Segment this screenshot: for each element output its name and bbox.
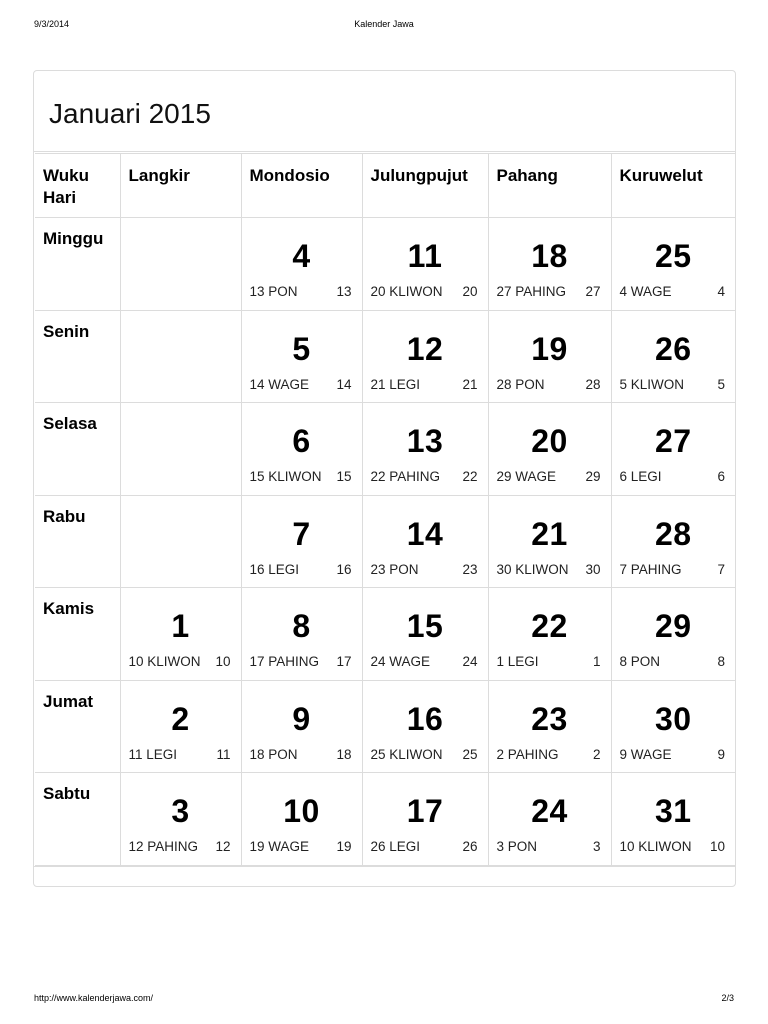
calendar-card xyxy=(33,70,736,887)
day-cell xyxy=(241,218,362,311)
pasaran-label: 7 PAHING xyxy=(619,561,682,577)
table-row xyxy=(35,495,735,588)
date-number: 2 xyxy=(171,700,190,737)
day-cell xyxy=(488,310,611,403)
pasaran-label: 2 PAHING xyxy=(496,746,559,762)
pasaran-label: 6 LEGI xyxy=(619,469,662,484)
pasaran-label: 28 PON xyxy=(496,376,545,392)
day-cell-content xyxy=(489,588,611,680)
pasaran-label: 21 LEGI xyxy=(370,376,421,392)
day-cell xyxy=(120,403,241,496)
header-mondosio: Mondosio xyxy=(241,154,362,218)
day-cell-content xyxy=(242,588,362,680)
day-cell-content xyxy=(612,311,736,403)
day-cell-content xyxy=(489,773,611,865)
day-cell-content xyxy=(242,218,362,310)
pasaran-label: 17 PAHING xyxy=(249,654,320,669)
javanese-date: 24 xyxy=(462,654,478,669)
pasaran-label: 24 WAGE xyxy=(370,654,431,669)
day-cell-content xyxy=(363,773,488,865)
day-cell-content xyxy=(489,496,611,588)
day-cell-content xyxy=(612,681,736,773)
day-cell xyxy=(488,773,611,866)
day-cell-content xyxy=(363,588,488,680)
print-header xyxy=(34,19,734,33)
day-cell-content xyxy=(612,496,736,588)
calendar-header-row xyxy=(35,154,735,218)
table-row xyxy=(35,773,735,866)
pasaran-label: 13 PON xyxy=(249,284,298,299)
pasaran-label: 15 KLIWON xyxy=(249,469,322,484)
day-cell xyxy=(362,495,488,588)
day-cell-content xyxy=(363,496,488,588)
javanese-date: 17 xyxy=(336,654,352,669)
day-cell xyxy=(611,310,735,403)
day-cell xyxy=(241,310,362,403)
javanese-date: 5 xyxy=(717,376,725,392)
date-number: 5 xyxy=(292,330,311,367)
footer-url: http://www.kalenderjawa.com/ xyxy=(34,993,154,1003)
pasaran-label: 25 KLIWON xyxy=(370,746,443,762)
date-number: 18 xyxy=(531,238,568,274)
day-cell-content xyxy=(121,773,241,865)
day-cell xyxy=(362,310,488,403)
day-cell-content xyxy=(489,681,611,773)
javanese-date: 18 xyxy=(336,746,352,762)
weekday-label: Rabu xyxy=(35,495,120,588)
javanese-date: 20 xyxy=(462,284,478,299)
date-number: 31 xyxy=(654,793,692,829)
table-row xyxy=(35,310,735,403)
day-cell xyxy=(120,680,241,773)
pasaran-label: 11 LEGI xyxy=(128,746,178,762)
javanese-date: 21 xyxy=(462,376,478,392)
day-cell xyxy=(611,403,735,496)
weekday-label: Kamis xyxy=(35,588,120,681)
date-number: 24 xyxy=(531,793,568,829)
pasaran-label: 18 PON xyxy=(249,746,298,762)
date-number: 16 xyxy=(406,700,444,737)
pasaran-label: 20 KLIWON xyxy=(370,284,443,299)
pasaran-label: 16 LEGI xyxy=(249,561,300,577)
javanese-date: 14 xyxy=(336,376,352,392)
day-cell xyxy=(488,680,611,773)
day-cell-content xyxy=(242,403,362,495)
day-cell xyxy=(362,403,488,496)
pasaran-label: 30 KLIWON xyxy=(496,561,569,577)
date-number: 20 xyxy=(531,423,568,459)
date-number: 8 xyxy=(292,608,311,644)
day-cell xyxy=(120,310,241,403)
pasaran-label: 10 KLIWON xyxy=(619,839,692,854)
header-julungpujut: Julungpujut xyxy=(362,154,488,218)
pasaran-label: 1 LEGI xyxy=(496,654,539,669)
day-cell xyxy=(241,588,362,681)
javanese-date: 10 xyxy=(215,654,231,669)
day-cell xyxy=(488,588,611,681)
weekday-label: Jumat xyxy=(35,680,120,773)
table-row xyxy=(35,680,735,773)
date-number: 10 xyxy=(283,793,320,829)
date-number: 25 xyxy=(654,238,692,274)
weekday-label: Selasa xyxy=(35,403,120,496)
weekday-label: Minggu xyxy=(35,218,120,311)
print-footer xyxy=(34,993,734,1007)
day-cell xyxy=(241,403,362,496)
javanese-date: 6 xyxy=(717,469,725,484)
pasaran-label: 22 PAHING xyxy=(370,469,441,484)
date-number: 6 xyxy=(292,423,311,459)
day-cell xyxy=(488,495,611,588)
day-cell xyxy=(611,773,735,866)
pasaran-label: 9 WAGE xyxy=(619,746,672,762)
day-cell xyxy=(120,773,241,866)
javanese-date: 28 xyxy=(585,376,601,392)
pasaran-label: 23 PON xyxy=(370,561,419,577)
day-cell xyxy=(488,403,611,496)
javanese-date: 4 xyxy=(717,284,725,299)
table-row xyxy=(35,588,735,681)
javanese-date: 26 xyxy=(462,839,478,854)
print-title: Kalender Jawa xyxy=(354,19,414,29)
date-number: 4 xyxy=(292,238,311,274)
pasaran-label: 26 LEGI xyxy=(370,839,421,854)
day-cell-content xyxy=(242,681,362,773)
header-wuku-label: Wuku xyxy=(43,166,89,185)
date-number: 30 xyxy=(654,700,692,737)
header-hari-label: Hari xyxy=(43,188,77,207)
day-cell-content xyxy=(612,588,736,680)
javanese-date: 2 xyxy=(592,746,601,762)
pasaran-label: 29 WAGE xyxy=(496,469,557,484)
day-cell xyxy=(120,495,241,588)
day-cell-content xyxy=(489,218,611,310)
date-number: 12 xyxy=(406,330,444,367)
javanese-date: 7 xyxy=(717,561,725,577)
day-cell-content xyxy=(363,403,488,495)
header-langkir: Langkir xyxy=(120,154,241,218)
day-cell xyxy=(362,680,488,773)
pasaran-label: 19 WAGE xyxy=(249,839,310,854)
pasaran-label: 12 PAHING xyxy=(128,839,199,854)
date-number: 11 xyxy=(407,238,443,274)
date-number: 17 xyxy=(406,793,444,829)
day-cell xyxy=(362,773,488,866)
day-cell xyxy=(120,588,241,681)
javanese-date: 15 xyxy=(336,469,352,484)
day-cell xyxy=(611,495,735,588)
pasaran-label: 27 PAHING xyxy=(496,284,567,299)
javanese-date: 27 xyxy=(585,284,601,299)
date-number: 7 xyxy=(292,515,311,552)
date-number: 29 xyxy=(654,608,692,644)
day-cell xyxy=(611,588,735,681)
day-cell-content xyxy=(242,311,362,403)
day-cell-content xyxy=(489,311,611,403)
day-cell xyxy=(241,495,362,588)
javanese-date: 12 xyxy=(215,839,231,854)
day-cell-content xyxy=(363,311,488,403)
table-bottom-divider xyxy=(34,866,735,867)
pasaran-label: 4 WAGE xyxy=(619,284,672,299)
javanese-date: 25 xyxy=(462,746,478,762)
header-pahang: Pahang xyxy=(488,154,611,218)
date-number: 22 xyxy=(531,608,568,644)
weekday-label: Senin xyxy=(35,310,120,403)
date-number: 28 xyxy=(654,515,692,552)
day-cell-content xyxy=(612,773,736,865)
date-number: 27 xyxy=(654,423,692,459)
javanese-date: 13 xyxy=(336,284,352,299)
javanese-date: 30 xyxy=(585,561,601,577)
day-cell xyxy=(362,218,488,311)
day-cell-content xyxy=(242,496,362,588)
javanese-date: 9 xyxy=(717,746,725,762)
day-cell-content xyxy=(363,681,488,773)
day-cell xyxy=(241,773,362,866)
date-number: 3 xyxy=(171,793,190,829)
javanese-date: 1 xyxy=(592,654,601,669)
date-number: 9 xyxy=(292,700,311,737)
pasaran-label: 8 PON xyxy=(619,654,661,669)
pasaran-label: 3 PON xyxy=(496,839,538,854)
day-cell-content xyxy=(121,681,241,773)
pasaran-label: 14 WAGE xyxy=(249,376,310,392)
date-number: 19 xyxy=(531,330,568,367)
weekday-label: Sabtu xyxy=(35,773,120,866)
javanese-date: 10 xyxy=(709,839,725,854)
javanese-date: 22 xyxy=(462,469,478,484)
date-number: 15 xyxy=(406,608,444,644)
javanese-date: 29 xyxy=(585,469,601,484)
day-cell-content xyxy=(612,218,736,310)
day-cell-content xyxy=(121,588,241,680)
javanese-date: 23 xyxy=(462,561,478,577)
date-number: 14 xyxy=(406,515,444,552)
date-number: 1 xyxy=(171,608,190,644)
header-wuku-hari xyxy=(35,154,120,218)
table-row xyxy=(35,403,735,496)
day-cell xyxy=(488,218,611,311)
day-cell xyxy=(362,588,488,681)
header-kuruwelut: Kuruwelut xyxy=(611,154,735,218)
calendar-table xyxy=(35,153,735,866)
date-number: 23 xyxy=(531,700,568,737)
day-cell xyxy=(120,218,241,311)
date-number: 13 xyxy=(406,423,444,459)
day-cell-content xyxy=(612,403,736,495)
javanese-date: 16 xyxy=(336,561,352,577)
javanese-date: 3 xyxy=(592,839,601,854)
day-cell xyxy=(241,680,362,773)
calendar-title: Januari 2015 xyxy=(49,98,211,129)
print-date: 9/3/2014 xyxy=(34,19,70,29)
javanese-date: 11 xyxy=(216,746,231,762)
pasaran-label: 5 KLIWON xyxy=(619,376,685,392)
javanese-date: 19 xyxy=(336,839,352,854)
pasaran-label: 10 KLIWON xyxy=(128,654,201,669)
footer-page-number: 2/3 xyxy=(721,993,734,1003)
day-cell-content xyxy=(489,403,611,495)
day-cell xyxy=(611,218,735,311)
table-row xyxy=(35,218,735,311)
javanese-date: 8 xyxy=(717,654,725,669)
date-number: 26 xyxy=(654,330,692,367)
day-cell-content xyxy=(363,218,488,310)
date-number: 21 xyxy=(531,515,568,552)
title-divider xyxy=(34,151,735,152)
day-cell-content xyxy=(242,773,362,865)
calendar-body xyxy=(35,218,735,866)
day-cell xyxy=(611,680,735,773)
